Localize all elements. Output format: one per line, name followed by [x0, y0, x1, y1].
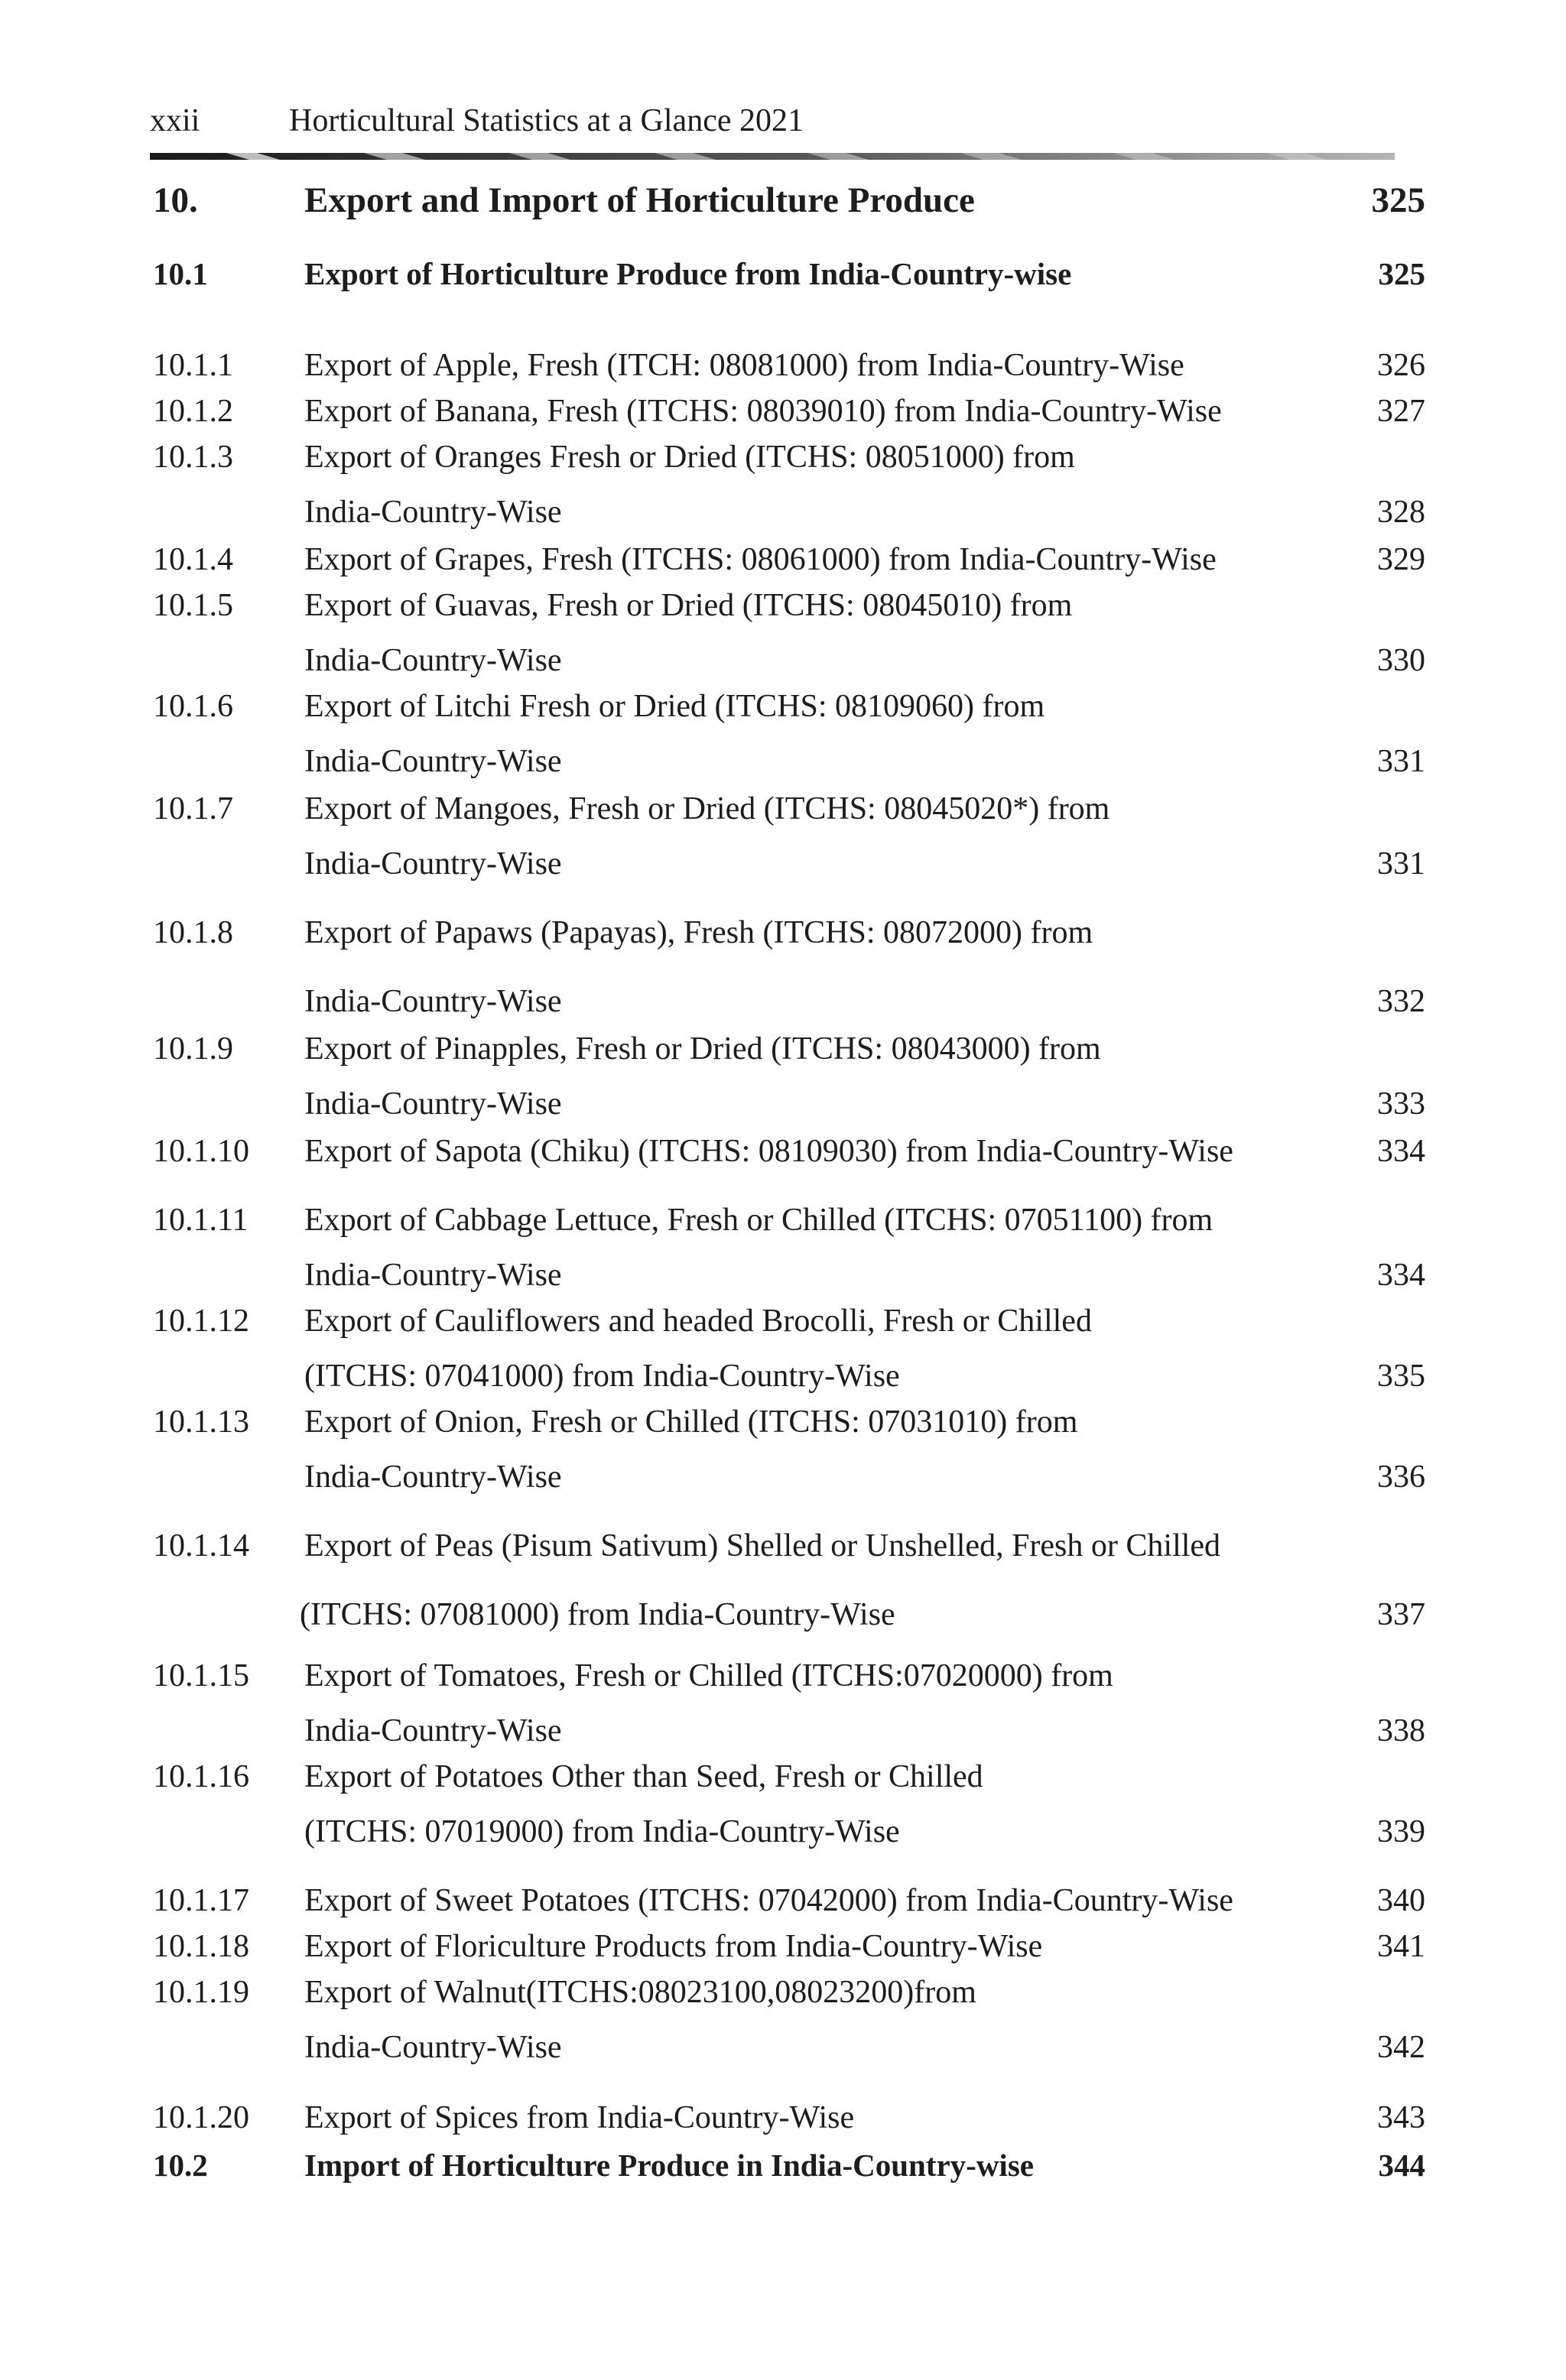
entry-page: 327: [1377, 394, 1425, 429]
entry-number: 10.1.16: [153, 1759, 249, 1794]
entry-number: 10.1.18: [153, 1929, 249, 1964]
entry-title-continued: India-Country-Wise: [304, 846, 562, 882]
entry-number: 10.1.8: [153, 915, 233, 950]
entry-page: 331: [1377, 744, 1425, 779]
entry-page: 330: [1377, 643, 1425, 678]
entry-page: 335: [1377, 1359, 1425, 1394]
entry-title: Export of Guavas, Fresh or Dried (ITCHS: 08045010) from: [304, 588, 1073, 623]
entry-number: 10.1.1: [153, 348, 233, 383]
entry-number: 10.1.20: [153, 2100, 249, 2135]
entry-page: 343: [1377, 2100, 1425, 2135]
section-number: 10.2: [153, 2148, 208, 2183]
entry-title-continued: India-Country-Wise: [304, 984, 562, 1019]
entry-page: 332: [1377, 984, 1425, 1019]
entry-title: Export of Peas (Pisum Sativum) Shelled or Unshelled, Fresh or Chilled: [304, 1528, 1221, 1563]
entry-title-continued: India-Country-Wise: [304, 1713, 562, 1748]
entry-page: 334: [1377, 1134, 1425, 1169]
entry-title: Export of Onion, Fresh or Chilled (ITCHS: 07031010) from: [304, 1404, 1078, 1440]
entry-title: Export of Banana, Fresh (ITCHS: 08039010) from India-Country-Wise: [304, 394, 1222, 429]
entry-page: 333: [1377, 1086, 1425, 1122]
entry-title-continued: (ITCHS: 07041000) from India-Country-Wise: [304, 1359, 900, 1394]
entry-title: Export of Mangoes, Fresh or Dried (ITCHS: 08045020*) from: [304, 791, 1110, 826]
chapter-title: Export and Import of Horticulture Produce: [304, 180, 975, 220]
header-rule: [150, 150, 1395, 165]
entry-number: 10.1.5: [153, 588, 233, 623]
section-title: Import of Horticulture Produce in India-Country-wise: [304, 2148, 1034, 2183]
section-page: 325: [1378, 256, 1425, 291]
entry-page: 342: [1377, 2030, 1425, 2065]
entry-title-continued: India-Country-Wise: [304, 643, 562, 678]
entry-title: Export of Walnut(ITCHS:08023100,08023200)from: [304, 1975, 976, 2010]
entry-page: 331: [1377, 846, 1425, 882]
entry-number: 10.1.17: [153, 1883, 249, 1918]
entry-title: Export of Papaws (Papayas), Fresh (ITCHS: 08072000) from: [304, 915, 1093, 950]
entry-page: 341: [1377, 1929, 1425, 1964]
page-number: xxii: [150, 103, 200, 138]
entry-title: Export of Spices from India-Country-Wise: [304, 2100, 855, 2135]
entry-title: Export of Tomatoes, Fresh or Chilled (ITCHS:07020000) from: [304, 1658, 1113, 1693]
entry-title: Export of Sweet Potatoes (ITCHS: 07042000) from India-Country-Wise: [304, 1883, 1233, 1918]
entry-title: Export of Cabbage Lettuce, Fresh or Chilled (ITCHS: 07051100) from: [304, 1203, 1213, 1238]
entry-page: 338: [1377, 1713, 1425, 1748]
entry-title: Export of Grapes, Fresh (ITCHS: 08061000) from India-Country-Wise: [304, 542, 1217, 577]
entry-title: Export of Potatoes Other than Seed, Fresh or Chilled: [304, 1759, 983, 1794]
entry-page: 339: [1377, 1814, 1425, 1849]
entry-number: 10.1.4: [153, 542, 233, 577]
chapter-number: 10.: [153, 180, 198, 220]
entry-number: 10.1.12: [153, 1304, 249, 1339]
entry-page: 329: [1377, 542, 1425, 577]
entry-page: 328: [1377, 495, 1425, 530]
entry-title: Export of Pinapples, Fresh or Dried (ITCHS: 08043000) from: [304, 1031, 1101, 1067]
entry-number: 10.1.9: [153, 1031, 233, 1067]
section-number: 10.1: [153, 256, 208, 291]
running-header: [150, 102, 1404, 148]
entry-number: 10.1.19: [153, 1975, 249, 2010]
entry-number: 10.1.13: [153, 1404, 249, 1440]
entry-number: 10.1.7: [153, 791, 233, 826]
entry-title: Export of Oranges Fresh or Dried (ITCHS: 08051000) from: [304, 440, 1075, 475]
entry-number: 10.1.15: [153, 1658, 249, 1693]
entry-title-continued: India-Country-Wise: [304, 1086, 562, 1122]
entry-title: Export of Floriculture Products from India-Country-Wise: [304, 1929, 1043, 1964]
entry-title: Export of Sapota (Chiku) (ITCHS: 08109030) from India-Country-Wise: [304, 1134, 1233, 1169]
entry-number: 10.1.6: [153, 689, 233, 724]
entry-title-continued: India-Country-Wise: [304, 2030, 562, 2065]
entry-page: 326: [1377, 348, 1425, 383]
entry-title-continued: (ITCHS: 07081000) from India-Country-Wise: [300, 1597, 895, 1632]
entry-title: Export of Apple, Fresh (ITCH: 08081000) from India-Country-Wise: [304, 348, 1184, 383]
book-title: Horticultural Statistics at a Glance 2021: [289, 103, 804, 138]
entry-title-continued: (ITCHS: 07019000) from India-Country-Wise: [304, 1814, 900, 1849]
entry-title-continued: India-Country-Wise: [304, 744, 562, 779]
section-page: 344: [1378, 2148, 1425, 2183]
entry-title-continued: India-Country-Wise: [304, 1459, 562, 1495]
entry-number: 10.1.2: [153, 394, 233, 429]
entry-title-continued: India-Country-Wise: [304, 1258, 562, 1293]
entry-number: 10.1.14: [153, 1528, 249, 1563]
entry-page: 336: [1377, 1459, 1425, 1495]
section-title: Export of Horticulture Produce from India-Country-wise: [304, 256, 1072, 291]
entry-page: 334: [1377, 1258, 1425, 1293]
entry-number: 10.1.11: [153, 1203, 249, 1238]
entry-title-continued: India-Country-Wise: [304, 495, 562, 530]
entry-page: 337: [1377, 1597, 1425, 1632]
entry-title: Export of Cauliflowers and headed Brocolli, Fresh or Chilled: [304, 1304, 1092, 1339]
entry-number: 10.1.3: [153, 440, 233, 475]
entry-number: 10.1.10: [153, 1134, 249, 1169]
entry-title: Export of Litchi Fresh or Dried (ITCHS: 08109060) from: [304, 689, 1045, 724]
chapter-page: 325: [1371, 180, 1425, 220]
entry-page: 340: [1377, 1883, 1425, 1918]
